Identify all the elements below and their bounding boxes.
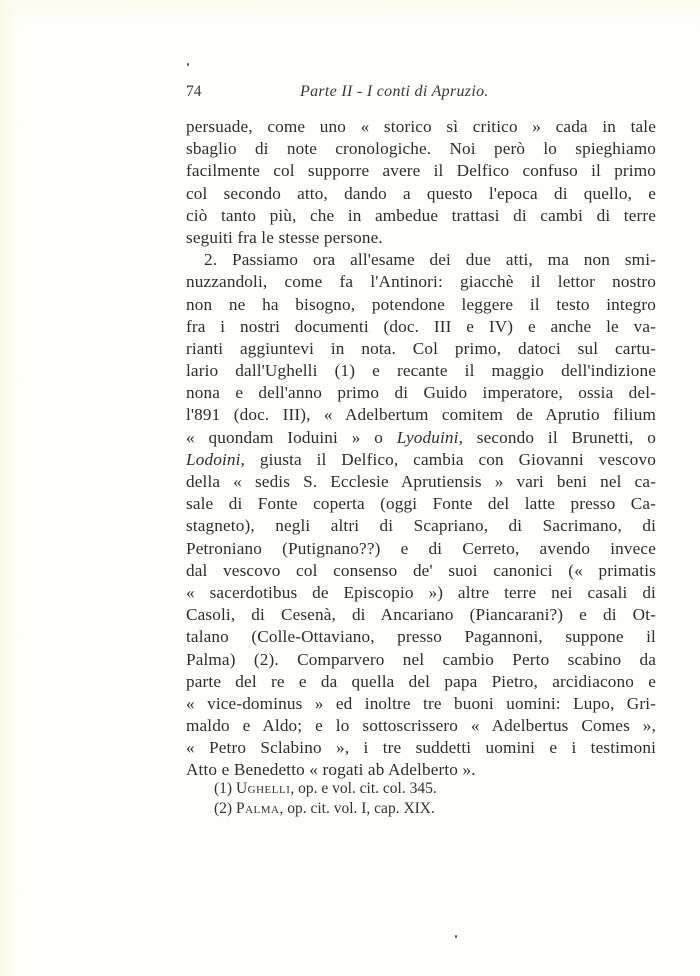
text-line: persuade, come uno « storico sì critico » cada in tale	[186, 117, 656, 136]
text-run: « quondam Ioduini » o	[186, 427, 397, 447]
text-run: , secondo il Brunetti, o	[458, 427, 656, 447]
text-line: della « sedis S. Ecclesie Aprutiensis » vari beni nel ca-	[186, 472, 656, 491]
footnote-author: Ughelli	[235, 780, 291, 797]
running-title: Parte II - I conti di Apruzio.	[300, 83, 489, 100]
page-edge-tint	[0, 0, 700, 30]
text-line	[186, 449, 656, 471]
footnote-marker: (2)	[214, 799, 233, 817]
text-line: maldo e Aldo; e lo sottoscrissero « Adelbertus Comes »,	[186, 716, 656, 736]
text-line: 2. Passiamo ora all'esame dei due atti, ma non smi-	[204, 250, 656, 270]
text-line: ciò tanto più, che in ambedue trattasi di cambi di terre	[186, 205, 656, 225]
text-line: sbaglio di note cronologiche. Noi però lo spieghiamo	[186, 139, 656, 159]
text-run: , giusta il Delfico, cambia con Giovanni vescovo	[240, 449, 656, 469]
text-line: dal vescovo col consenso de' suoi canonici (« primatis	[186, 560, 656, 580]
footnotes	[214, 779, 574, 818]
text-line: « vice-dominus » ed inoltre tre buoni uomini: Lupo, Gri-	[186, 693, 656, 713]
text-line: « Petro Sclabino », i tre suddetti uomini e i testimoni	[186, 738, 656, 758]
italic-name: Lyoduini	[396, 427, 459, 447]
text-line: Atto e Benedetto « rogati ab Adelberto ».	[186, 760, 476, 780]
paper-speck	[187, 63, 189, 66]
text-line: talano (Colle-Ottaviano, presso Pagannoni, suppone il	[186, 627, 656, 647]
text-line: seguiti fra le stesse persone.	[186, 227, 383, 247]
body-text	[186, 116, 656, 782]
running-head	[186, 83, 656, 105]
text-line: non ne ha bisogno, potendone leggere il testo integro	[186, 294, 656, 314]
text-line: Casoli, di Cesenà, di Ancariano (Piancarani?) e di Ot-	[186, 605, 656, 625]
text-line	[186, 427, 656, 449]
text-line: sale di Fonte coperta (oggi Fonte del latte presso Ca-	[186, 494, 656, 514]
paper-speck	[455, 935, 457, 938]
text-line: nona e dell'anno primo di Guido imperatore, ossia del-	[186, 383, 656, 403]
footnote-author: Palma	[235, 799, 280, 817]
text-line: rianti aggiuntevi in nota. Col primo, datoci sul cartu-	[186, 338, 656, 358]
italic-name: Lodoini	[186, 449, 241, 469]
text-line: fra i nostri documenti (doc. III e IV) e anche le va-	[186, 316, 656, 336]
text-line: parte del re e da quella del papa Pietro, arcidiacono e	[186, 671, 656, 691]
text-line: facilmente col supporre avere il Delfico confuso il primo	[186, 161, 656, 181]
text-line: lario dall'Ughelli (1) e recante il maggio dell'indizione	[186, 361, 656, 381]
page-number: 74	[186, 83, 202, 100]
page-edge-tint	[0, 0, 18, 976]
text-line: « sacerdotibus de Episcopio ») altre terre nei casali di	[186, 582, 656, 602]
text-line: col secondo atto, dando a questo l'epoca di quello, e	[186, 183, 656, 203]
footnote	[214, 779, 574, 799]
footnote-text: , op. cit. vol. I, cap. XIX.	[279, 799, 435, 817]
text-line: nuzzandoli, come fa l'Antinori: giacchè il lettor nostro	[186, 272, 656, 292]
text-line: stagneto), negli altri di Scapriano, di Sacrimano, di	[186, 516, 656, 536]
footnote-marker: (1)	[214, 780, 233, 797]
text-line: Palma) (2). Comparvero nel cambio Perto scabino da	[186, 649, 656, 669]
footnote-text: , op. e vol. cit. col. 345.	[290, 780, 437, 797]
text-line: Petroniano (Putignano??) e di Cerreto, avendo invece	[186, 538, 656, 558]
text-line: l'891 (doc. III), « Adelbertum comitem de Aprutio filium	[186, 405, 656, 425]
footnote	[214, 799, 574, 819]
